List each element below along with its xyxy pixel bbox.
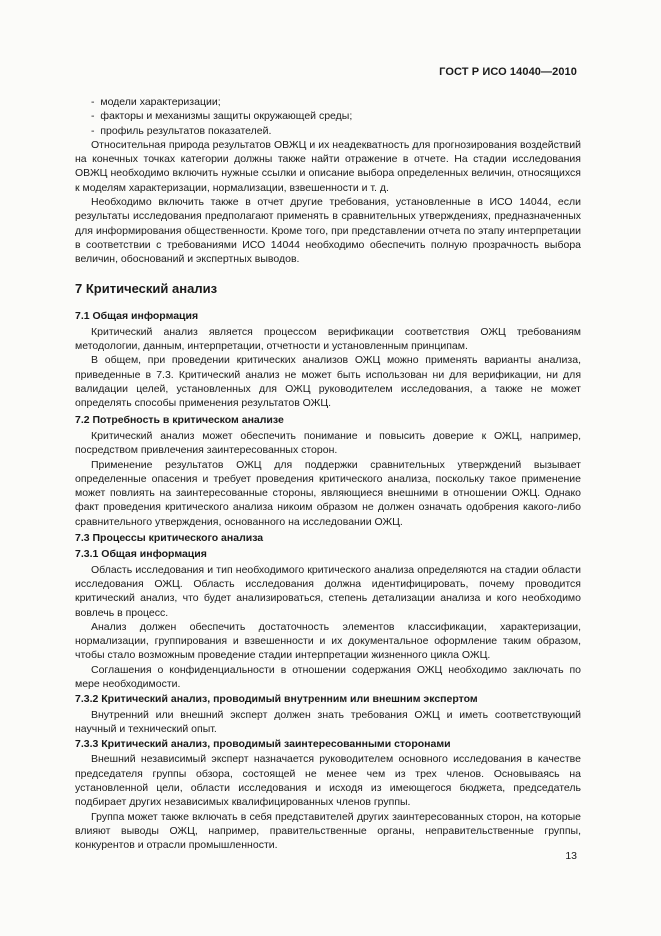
subsection-7-2-title: 7.2 Потребность в критическом анализе: [75, 413, 284, 426]
subsection-7-3-1-title: 7.3.1 Общая информация: [75, 548, 207, 561]
paragraph: Необходимо включить также в отчет другие требования, установленные в ИСО 14044, если результаты исследования предполагают применять в сравнительных утверждениях, предназначенных для информирования общественности. Кроме того, при представлении отчета по этапу интерпретации в соответствии с требованиями ИСО 14044 необходимо обеспечить полную прозрачность выбора величин, обоснований и экспертных выводов.: [75, 196, 581, 266]
paragraph: Внешний независимый эксперт назначается руководителем основного исследования в качестве председателя группы обзора, состоящей не менее чем из трех членов. Основываясь на установленной цели, области исследования и исходя из имеющегося бюджета, председатель подбирает других независимых квалифицированных членов группы.: [75, 753, 581, 809]
bullet-list: [75, 95, 581, 138]
list-item: - профиль результатов показателей.: [75, 124, 581, 138]
paragraph: Соглашения о конфиденциальности в отношении содержания ОЖЦ необходимо заключать по мере необходимости.: [75, 663, 581, 690]
section-7-title: 7 Критический анализ: [75, 280, 218, 296]
paragraph: Критический анализ является процессом верификации соответствия ОЖЦ требованиям методологии, данным, интерпретации, отчетности и установленным принципам.: [75, 325, 581, 353]
subsection-7-1-title: 7.1 Общая информация: [75, 309, 199, 322]
paragraph: Анализ должен обеспечить достаточность элементов классификации, характеризации, нормализации, группирования и взвешенности и их документальное оформление таким образом, чтобы стало возможным проведение стадии интерпретации жизненного цикла ОЖЦ.: [75, 620, 581, 662]
subsection-7-3-3-title: 7.3.3 Критический анализ, проводимый заинтересованными сторонами: [75, 738, 451, 751]
subsection-7-3-2-title: 7.3.2 Критический анализ, проводимый внутренним или внешним экспертом: [75, 693, 478, 706]
paragraph: В общем, при проведении критических анализов ОЖЦ можно применять варианты анализа, приведенные в 7.3. Критический анализ не может быть использован ни для верификации, ни для валидации целей, установленных для ОЖЦ руководителем исследования, а также не может определять способы применения результатов ОЖЦ.: [75, 354, 581, 410]
paragraph: Группа может также включать в себя представителей других заинтересованных сторон, на которые влияют выводы ОЖЦ, например, правительственные органы, неправительственные группы, конкурентов и отрасли промышленности.: [75, 810, 581, 852]
paragraph: Область исследования и тип необходимого критического анализа определяются на стадии области исследования ОЖЦ. Область исследования должна идентифицировать, почему проводится критический анализ, что будет анализироваться, степень детализации анализа и кого необходимо вовлечь в процесс.: [75, 563, 581, 619]
page-number: 13: [565, 850, 577, 862]
list-item: - модели характеризации;: [75, 95, 581, 109]
section-heading: [75, 281, 581, 297]
paragraph: Применение результатов ОЖЦ для поддержки сравнительных утверждений вызывает определенные опасения и требует проведения критического анализа, поскольку такое применение может повлиять на заинтересованные стороны, являющиеся внешними в отношении ОЖЦ. Однако факт проведения критического анализа никоим образом не должен означать одобрения какого-либо сравнительного утверждения, основанного на исследовании ОЖЦ.: [75, 458, 581, 528]
paragraph: Относительная природа результатов ОВЖЦ и их неадекватность для прогнозирования воздействий на конечных точках категории должны также найти отражение в отчете. На стадии исследования ОВЖЦ необходимо включить нужные ссылки и описание выбора определенных величин, относящихся к моделям характеризации, нормализации, взвешенности и т. д.: [75, 138, 581, 194]
subsection-7-3-title: 7.3 Процессы критического анализа: [75, 532, 264, 545]
list-item: - факторы и механизмы защиты окружающей среды;: [75, 109, 581, 123]
paragraph: Критический анализ может обеспечить понимание и повысить доверие к ОЖЦ, например, посредством привлечения заинтересованных сторон.: [75, 429, 581, 457]
document-header: ГОСТ Р ИСО 14040—2010: [439, 66, 577, 78]
page-content: [75, 95, 581, 853]
paragraph: Внутренний или внешний эксперт должен знать требования ОЖЦ и иметь соответствующий научный и технический опыт.: [75, 708, 581, 735]
